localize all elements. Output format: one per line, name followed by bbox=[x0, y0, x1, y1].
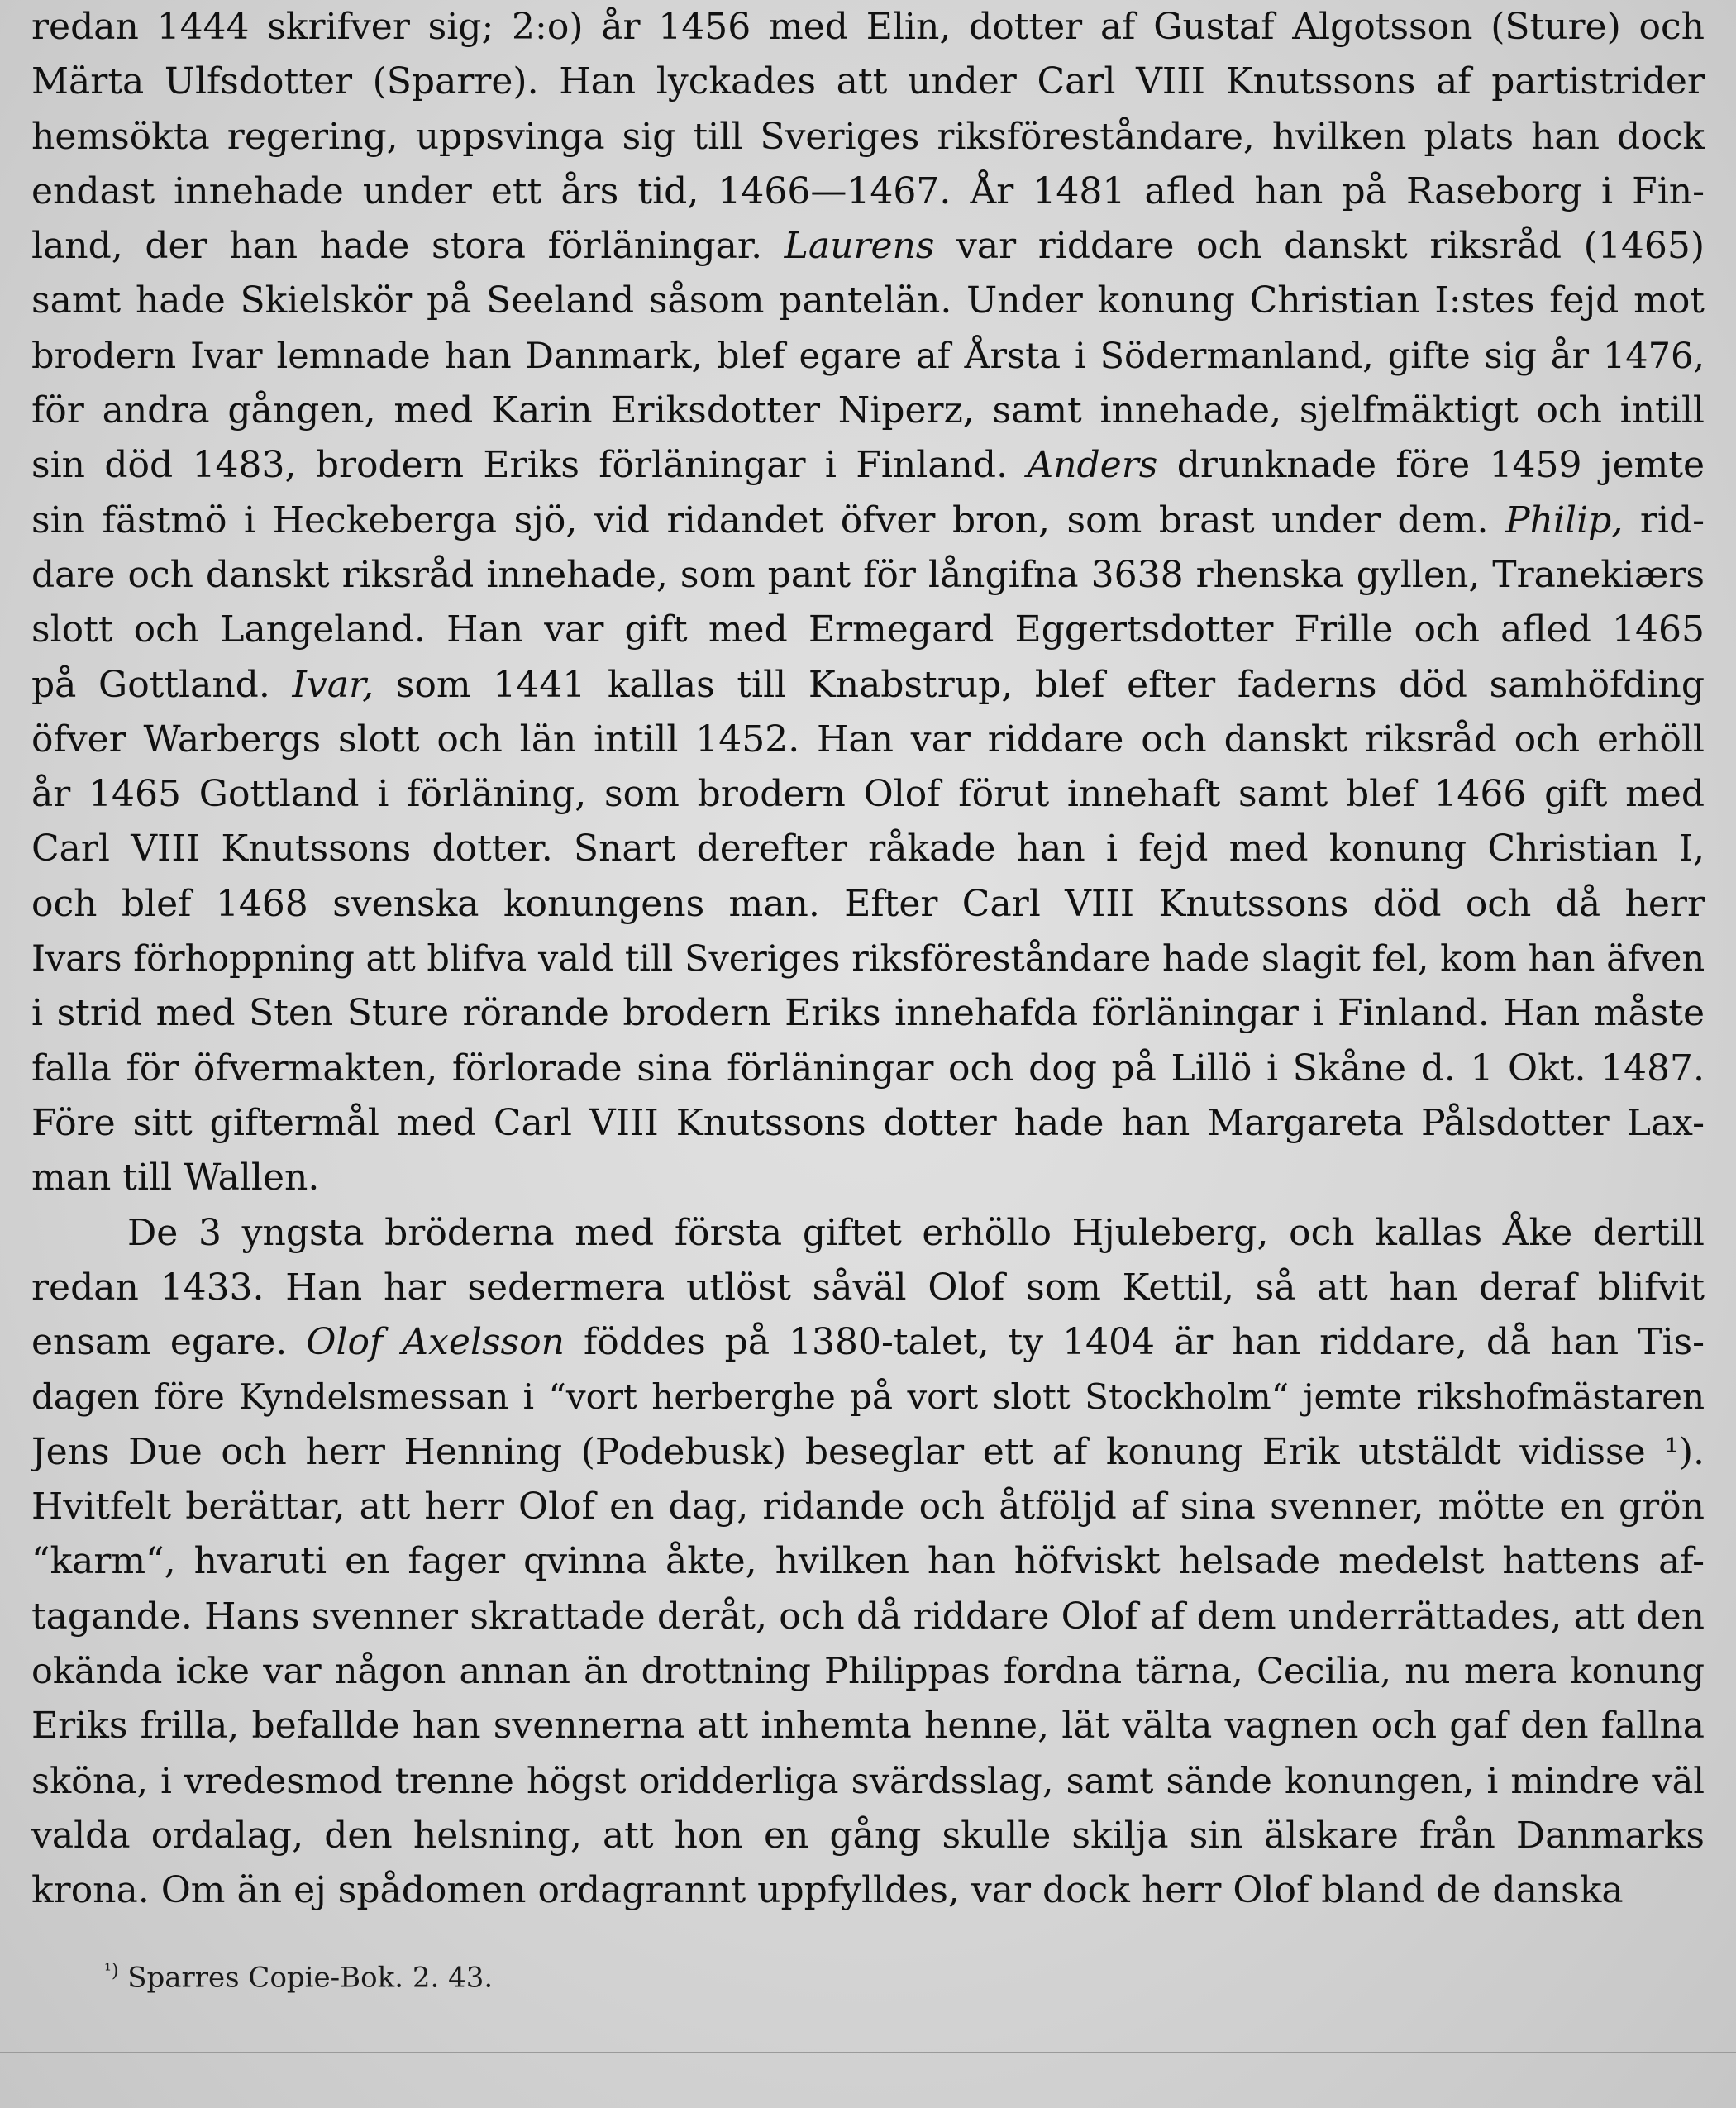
text-segment: Hvitfelt berättar, att herr Olof en dag, ridande och åtföljd af sina svenner, mötte en grön bbox=[31, 1486, 1705, 1529]
text-line bbox=[31, 548, 1705, 603]
text-line bbox=[31, 877, 1705, 932]
text-line bbox=[31, 384, 1705, 438]
text-segment: sin fästmö i Heckeberga sjö, vid ridandet öfver bron, som brast under dem. bbox=[31, 498, 1506, 541]
text-segment: valda ordalag, den helsning, att hon en gång skulle skilja sin älskare från Danmarks bbox=[31, 1814, 1705, 1857]
footnote-text: Sparres Copie-Bok. 2. 43. bbox=[118, 1961, 494, 1995]
text-line bbox=[31, 932, 1705, 986]
text-segment: öfver Warbergs slott och län intill 1452. Han var riddare och danskt riksråd och erhöll bbox=[31, 718, 1705, 761]
footnote-marker: ¹) bbox=[104, 1961, 119, 1982]
italic-name: Philip, bbox=[1505, 498, 1624, 541]
text-line bbox=[31, 767, 1705, 822]
text-line bbox=[31, 0, 1705, 55]
text-line bbox=[31, 165, 1705, 219]
text-line bbox=[31, 329, 1705, 384]
text-segment: i strid med Sten Sture rörande brodern Eriks innehafda förläningar i Finland. Han måste bbox=[31, 992, 1705, 1035]
text-line bbox=[31, 110, 1705, 165]
text-line bbox=[31, 658, 1705, 713]
text-segment: falla för öfvermakten, förlorade sina förläningar och dog på Lillö i Skåne d. 1 Okt. 1487. bbox=[31, 1047, 1705, 1090]
text-segment: land, der han hade stora förläningar. bbox=[31, 225, 785, 268]
text-segment: var riddare och danskt riksråd (1465) bbox=[934, 225, 1705, 268]
text-line bbox=[31, 1151, 1705, 1205]
text-segment: dare och danskt riksråd innehade, som pant för långifna 3638 rhenska gyllen, Tranekiærs bbox=[31, 553, 1705, 596]
text-line bbox=[31, 1644, 1705, 1699]
text-line bbox=[31, 986, 1705, 1041]
text-line bbox=[31, 1590, 1705, 1644]
text-segment: Jens Due och herr Henning (Podebusk) beseglar ett af konung Erik utstäldt vidisse ¹). bbox=[31, 1430, 1705, 1473]
text-segment: för andra gången, med Karin Eriksdotter Niperz, samt innehade, sjelfmäktigt och intill bbox=[31, 389, 1705, 432]
text-segment: rid- bbox=[1623, 498, 1705, 541]
text-segment: dagen före Kyndelsmessan i “vort herberghe på vort slott Stockholm“ jemte rikshofmästaren bbox=[31, 1376, 1705, 1418]
text-line bbox=[31, 1809, 1705, 1863]
text-line bbox=[31, 1480, 1705, 1534]
italic-name: Laurens bbox=[784, 225, 935, 268]
text-segment: samt hade Skielskör på Seeland såsom pantelän. Under konung Christian I:stes fejd mot bbox=[31, 279, 1705, 322]
text-line bbox=[31, 1206, 1705, 1261]
text-segment: hemsökta regering, uppsvinga sig till Sveriges riksföreståndare, hvilken plats han dock bbox=[31, 115, 1705, 158]
text-segment: sin död 1483, brodern Eriks förläningar i Finland. bbox=[31, 444, 1028, 487]
text-segment: Före sitt giftermål med Carl VIII Knutssons dotter hade han Margareta Pålsdotter Lax- bbox=[31, 1101, 1705, 1144]
text-line bbox=[31, 274, 1705, 328]
text-segment: tagande. Hans svenner skrattade deråt, och då riddare Olof af dem underrättades, att den bbox=[31, 1595, 1705, 1638]
text-line bbox=[31, 822, 1705, 876]
text-line bbox=[31, 1315, 1705, 1370]
text-line bbox=[31, 1261, 1705, 1315]
text-line bbox=[31, 438, 1705, 493]
text-segment: föddes på 1380-talet, ty 1404 är han riddare, då han Tis- bbox=[564, 1321, 1705, 1364]
text-segment: redan 1444 skrifver sig; 2:o) år 1456 med Elin, dotter af Gustaf Algotsson (Sture) och bbox=[31, 6, 1705, 48]
text-line bbox=[31, 1096, 1705, 1151]
text-segment: Carl VIII Knutssons dotter. Snart derefter råkade han i fejd med konung Christian I, bbox=[31, 827, 1705, 870]
text-line bbox=[31, 713, 1705, 767]
text-line bbox=[31, 55, 1705, 109]
text-line bbox=[31, 1699, 1705, 1753]
text-line bbox=[31, 494, 1705, 548]
text-segment: okända icke var någon annan än drottning Philippas fordna tärna, Cecilia, nu mera konung bbox=[31, 1650, 1705, 1692]
text-segment: som 1441 kallas till Knabstrup, blef efter faderns död samhöfding bbox=[374, 663, 1705, 706]
text-line bbox=[31, 1534, 1705, 1589]
text-line bbox=[31, 1370, 1705, 1424]
text-segment: Ivars förhoppning att blifva vald till Sveriges riksföreståndare hade slagit fel, kom han äfven bbox=[31, 938, 1705, 980]
italic-name: Anders bbox=[1027, 444, 1158, 487]
text-line bbox=[31, 1863, 1705, 1918]
text-segment: år 1465 Gottland i förläning, som brodern Olof förut innehaft samt blef 1466 gift med bbox=[31, 773, 1705, 816]
text-line bbox=[31, 1042, 1705, 1096]
text-segment: Eriks frilla, befallde han svennerna att inhemta henne, lät välta vagnen och gaf den fallna bbox=[31, 1705, 1705, 1748]
text-line bbox=[31, 603, 1705, 657]
text-line bbox=[31, 1754, 1705, 1809]
italic-name: Ivar, bbox=[292, 663, 374, 706]
text-segment: man till Wallen. bbox=[31, 1157, 320, 1199]
bottom-rule bbox=[0, 2052, 1736, 2053]
text-segment: De 3 yngsta bröderna med första giftet erhöllo Hjuleberg, och kallas Åke dertill bbox=[127, 1211, 1705, 1254]
text-line bbox=[31, 1425, 1705, 1480]
text-segment: drunknade före 1459 jemte bbox=[1157, 444, 1705, 487]
text-segment: krona. Om än ej spådomen ordagrannt uppfylldes, var dock herr Olof bland de danska bbox=[31, 1869, 1624, 1912]
text-segment: och blef 1468 svenska konungens man. Efter Carl VIII Knutssons död och då herr bbox=[31, 882, 1705, 925]
text-segment: Märta Ulfsdotter (Sparre). Han lyckades att under Carl VIII Knutssons af partistrider bbox=[31, 60, 1705, 103]
text-segment: sköna, i vredesmod trenne högst oridderliga svärdsslag, samt sände konungen, i mindre väl bbox=[31, 1760, 1705, 1802]
text-segment: slott och Langeland. Han var gift med Ermegard Eggertsdotter Frille och afled 1465 bbox=[31, 608, 1705, 651]
italic-name: Olof Axelsson bbox=[306, 1321, 565, 1364]
body-text bbox=[31, 0, 1705, 1918]
text-segment: ensam egare. bbox=[31, 1321, 307, 1364]
text-segment: endast innehade under ett års tid, 1466—1467. År 1481 afled han på Raseborg i Fin- bbox=[31, 169, 1705, 212]
footnote bbox=[104, 1952, 493, 1997]
text-segment: “karm“, hvaruti en fager qvinna åkte, hvilken han höfviskt helsade medelst hattens af- bbox=[31, 1540, 1705, 1583]
text-segment: brodern Ivar lemnade han Danmark, blef egare af Årsta i Södermanland, gifte sig år 1476, bbox=[31, 335, 1705, 377]
text-segment: redan 1433. Han har sedermera utlöst såväl Olof som Kettil, så att han deraf blifvit bbox=[31, 1266, 1705, 1309]
text-line bbox=[31, 219, 1705, 274]
text-segment: på Gottland. bbox=[31, 663, 293, 706]
